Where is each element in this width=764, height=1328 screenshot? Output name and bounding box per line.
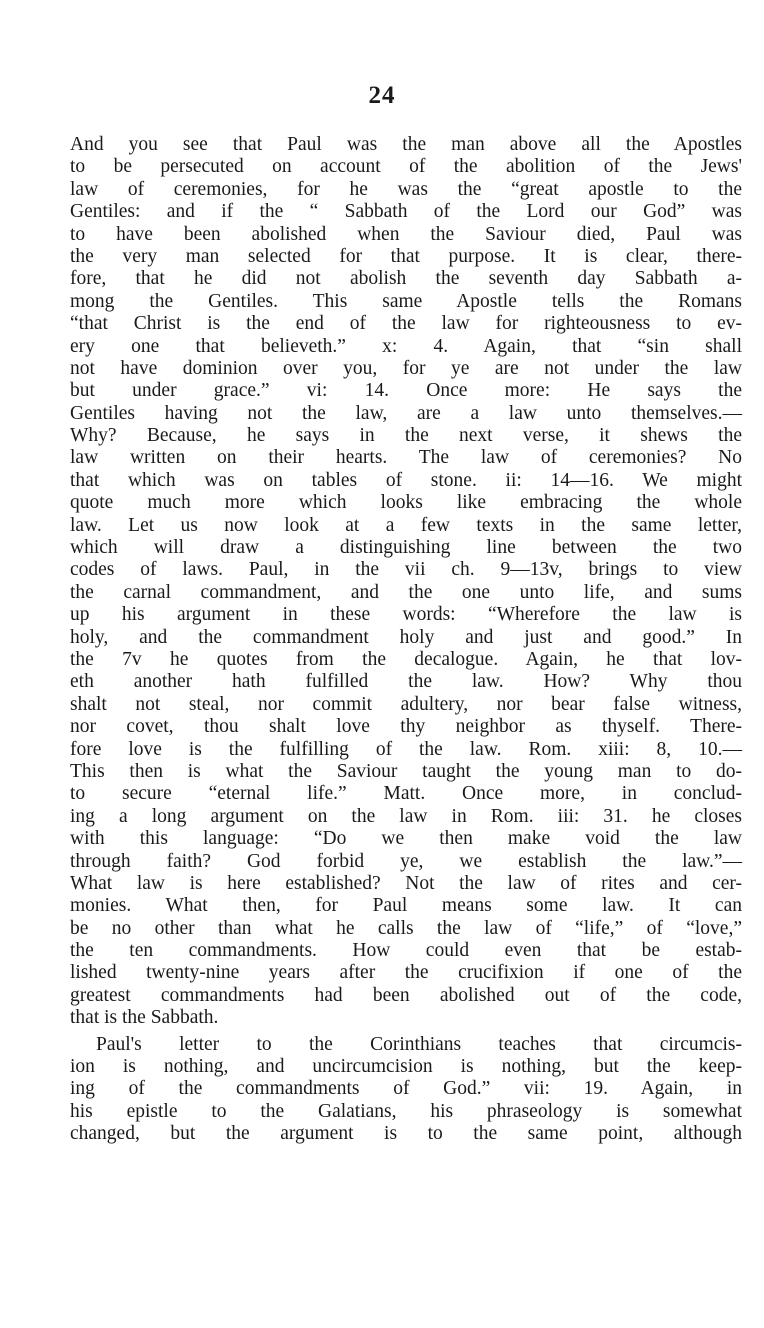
text-line: the carnal commandment, and the one unto life, and sums [70, 581, 742, 603]
text-line: but under grace.” vi: 14. Once more: He says the [70, 380, 742, 402]
text-line: law. Let us now look at a few texts in the same letter, [70, 514, 742, 536]
text-line: holy, and the commandment holy and just and good.” In [70, 626, 742, 648]
page-number: 24 [368, 82, 396, 109]
text-line: Gentiles having not the law, are a law unto themselves.— [70, 402, 742, 424]
text-line: shalt not steal, nor commit adultery, nor bear false witness, [70, 693, 742, 715]
text-line: “that Christ is the end of the law for righteousness to ev- [70, 313, 742, 335]
text-line: monies. What then, for Paul means some law. It can [70, 895, 742, 917]
text-line: ery one that believeth.” x: 4. Again, that “sin shall [70, 335, 742, 357]
text-line: his epistle to the Galatians, his phraseology is somewhat [70, 1100, 742, 1122]
text-line: the ten commandments. How could even that be estab- [70, 940, 742, 962]
text-line: quote much more which looks like embracing the whole [70, 492, 742, 514]
text-line: to be persecuted on account of the abolition of the Jews' [70, 156, 742, 178]
text-line: Why? Because, he says in the next verse, it shews the [70, 425, 742, 447]
text-line: not have dominion over you, for ye are not under the law [70, 357, 742, 379]
text-line: ing a long argument on the law in Rom. iii: 31. he closes [70, 805, 742, 827]
text-line: law of ceremonies, for he was the “great apostle to the [70, 178, 742, 200]
text-line: with this language: “Do we then make void the law [70, 828, 742, 850]
text-line: nor covet, thou shalt love thy neighbor as thyself. There- [70, 716, 742, 738]
text-line: ion is nothing, and uncircumcision is nothing, but the keep- [70, 1056, 742, 1078]
text-line: to secure “eternal life.” Matt. Once more, in conclud- [70, 783, 742, 805]
text-line: eth another hath fulfilled the law. How? Why thou [70, 671, 742, 693]
paragraph-2 [70, 1034, 742, 1146]
text-line: the 7v he quotes from the decalogue. Again, he that lov- [70, 648, 742, 670]
text-line: to have been abolished when the Saviour died, Paul was [70, 223, 742, 245]
text-line: law written on their hearts. The law of ceremonies? No [70, 447, 742, 469]
text-line: that is the Sabbath. [70, 1007, 219, 1029]
text-line: lished twenty-nine years after the crucifixion if one of the [70, 962, 742, 984]
text-line: What law is here established? Not the law of rites and cer- [70, 872, 742, 894]
text-line: codes of laws. Paul, in the vii ch. 9—13v, brings to view [70, 559, 742, 581]
text-line: fore love is the fulfilling of the law. Rom. xiii: 8, 10.— [70, 738, 742, 760]
text-line: that which was on tables of stone. ii: 14—16. We might [70, 469, 742, 491]
text-line: the very man selected for that purpose. It is clear, there- [70, 245, 742, 267]
paragraph-1 [70, 134, 742, 1030]
text-line: And you see that Paul was the man above all the Apostles [70, 134, 742, 155]
text-line: be no other than what he calls the law of “life,” of “love,” [70, 917, 742, 939]
text-line: Paul's letter to the Corinthians teaches that circumcis- [96, 1033, 742, 1055]
text-line: mong the Gentiles. This same Apostle tells the Romans [70, 290, 742, 312]
text-line: through faith? God forbid ye, we establish the law.”— [70, 850, 742, 872]
text-line: changed, but the argument is to the same point, although [70, 1123, 742, 1145]
text-line: up his argument in these words: “Wherefore the law is [70, 604, 742, 626]
text-line: ing of the commandments of God.” vii: 19. Again, in [70, 1078, 742, 1100]
text-line: which will draw a distinguishing line between the two [70, 537, 742, 559]
text-line: greatest commandments had been abolished out of the code, [70, 984, 742, 1006]
text-line: Gentiles: and if the “ Sabbath of the Lord our God” was [70, 201, 742, 223]
text-line: fore, that he did not abolish the seventh day Sabbath a- [70, 268, 742, 290]
body-text [70, 134, 742, 1146]
text-line: This then is what the Saviour taught the young man to do- [70, 760, 742, 782]
